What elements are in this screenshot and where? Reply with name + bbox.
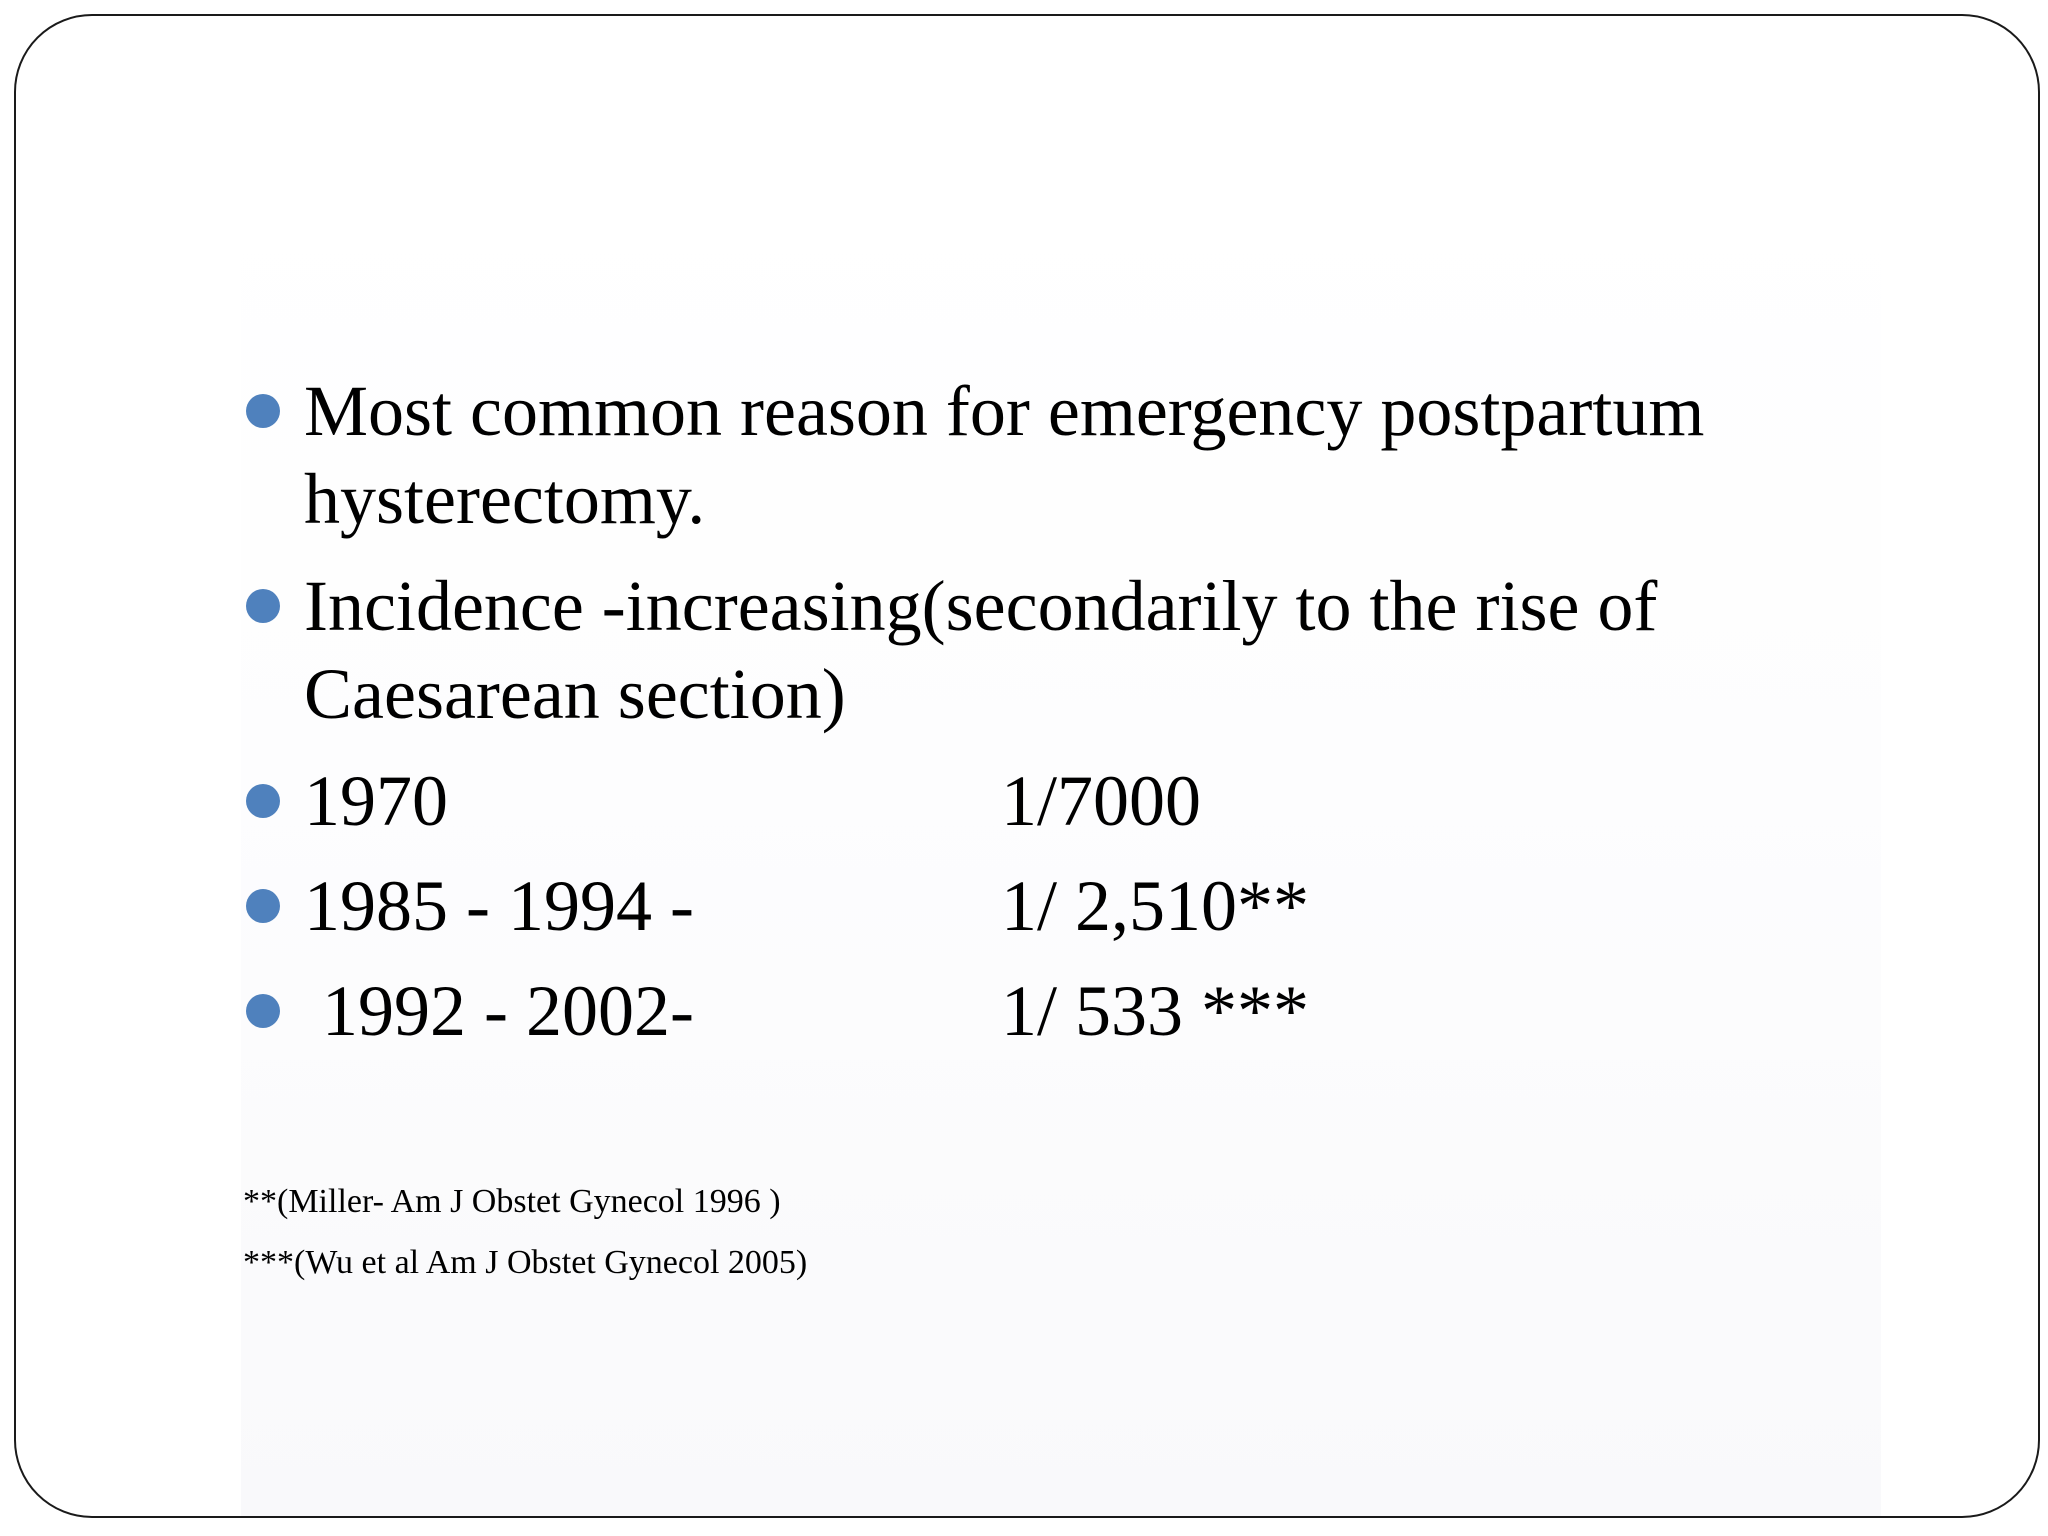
bullet-dot-icon	[246, 994, 280, 1028]
bullet-text-line: Caesarean section)	[304, 654, 846, 734]
incidence-rate: 1/ 533 ***	[1001, 971, 1310, 1051]
reference-citation: **(Miller- Am J Obstet Gynecol 1996 )	[243, 1183, 781, 1220]
slide-content	[241, 176, 1881, 1516]
bullet-dot-icon	[246, 394, 280, 428]
slide-frame	[14, 14, 2040, 1518]
incidence-period: 1970	[304, 761, 448, 841]
bullet-text-line: Most common reason for emergency postpartum	[304, 371, 1705, 451]
reference-citation: ***(Wu et al Am J Obstet Gynecol 2005)	[243, 1244, 808, 1281]
bullet-dot-icon	[246, 589, 280, 623]
incidence-period: 1985 - 1994 -	[304, 866, 694, 946]
bullet-list	[241, 176, 1881, 1516]
bullet-dot-icon	[246, 889, 280, 923]
incidence-rate: 1/7000	[1001, 761, 1202, 841]
incidence-period: 1992 - 2002-	[304, 971, 694, 1051]
incidence-rate: 1/ 2,510**	[1001, 866, 1310, 946]
bullet-text-line: hysterectomy.	[304, 459, 706, 539]
bullet-dot-icon	[246, 784, 280, 818]
bullet-text-line: Incidence -increasing(secondarily to the rise of	[304, 566, 1658, 646]
